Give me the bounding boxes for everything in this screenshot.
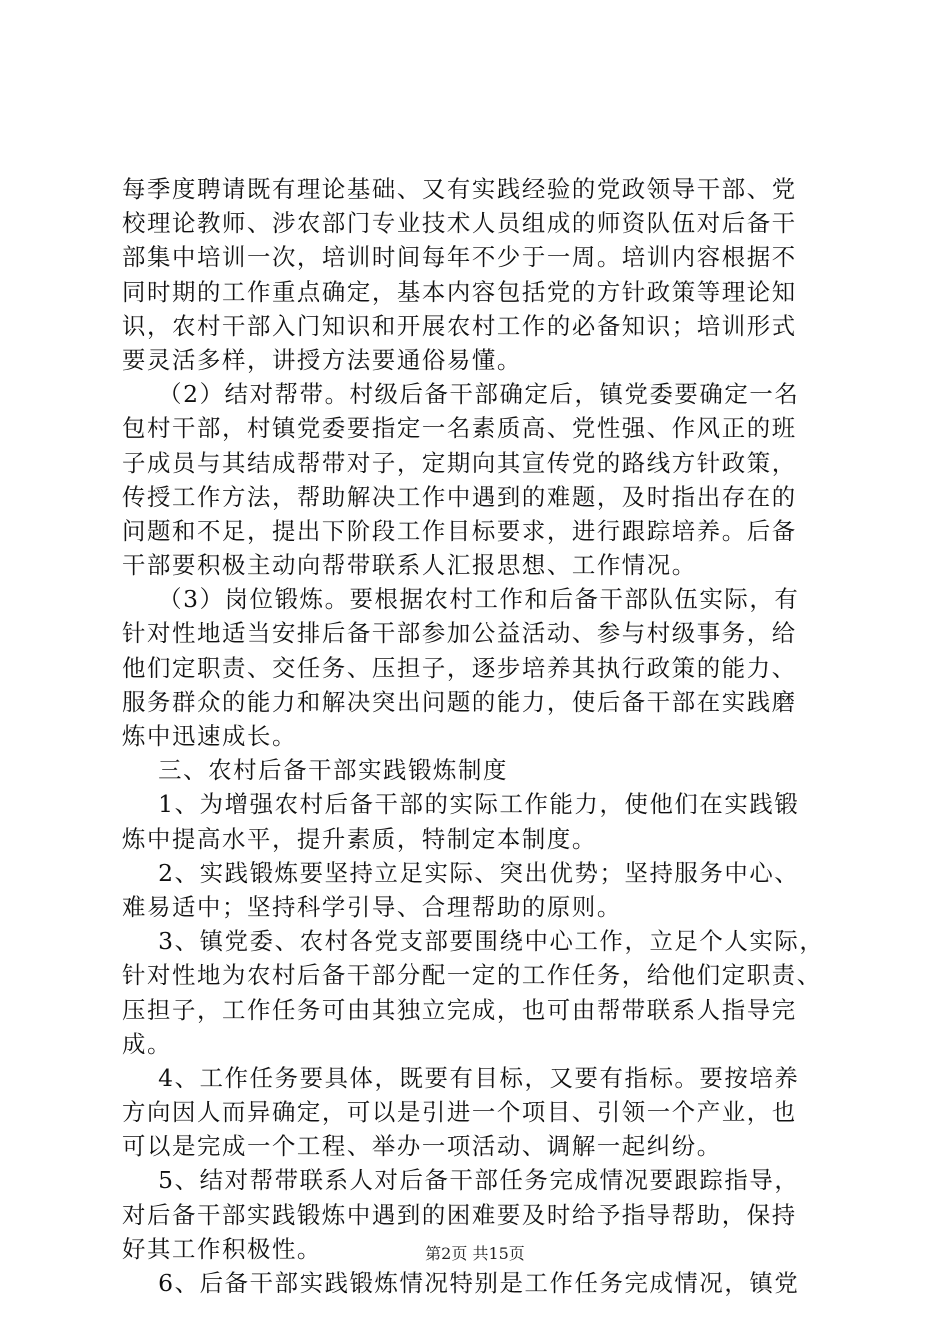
text-line: 可以是完成一个工程、举办一项活动、调解一起纠纷。 bbox=[122, 1132, 722, 1161]
text-line: 5、结对帮带联系人对后备干部任务完成情况要跟踪指导， bbox=[122, 1166, 800, 1195]
text-line: 干部要积极主动向帮带联系人汇报思想、工作情况。 bbox=[122, 551, 697, 580]
text-line: 好其工作积极性。 bbox=[122, 1234, 322, 1263]
text-line: 方向因人而异确定，可以是引进一个项目、引领一个产业，也 bbox=[122, 1098, 797, 1127]
text-line: （2）结对帮带。村级后备干部确定后，镇党委要确定一名 bbox=[122, 380, 800, 409]
text-line: 同时期的工作重点确定，基本内容包括党的方针政策等理论知 bbox=[122, 277, 797, 306]
text-line: 炼中提高水平，提升素质，特制定本制度。 bbox=[122, 824, 597, 853]
text-line: 部集中培训一次，培训时间每年不少于一周。培训内容根据不 bbox=[122, 243, 797, 272]
text-line: 每季度聘请既有理论基础、又有实践经验的党政领导干部、党 bbox=[122, 175, 797, 203]
text-line: 子成员与其结成帮带对子，定期向其宣传党的路线方针政策， bbox=[122, 448, 797, 477]
text-line: 要灵活多样，讲授方法要通俗易懂。 bbox=[122, 345, 522, 374]
text-line: 对后备干部实践锻炼中遇到的困难要及时给予指导帮助，保持 bbox=[122, 1200, 797, 1229]
text-line: 6、后备干部实践锻炼情况特别是工作任务完成情况，镇党 bbox=[122, 1269, 800, 1297]
text-line: 问题和不足，提出下阶段工作目标要求，进行跟踪培养。后备 bbox=[122, 516, 797, 545]
text-line: 针对性地为农村后备干部分配一定的工作任务，给他们定职责、 bbox=[122, 961, 822, 990]
text-line: （3）岗位锻炼。要根据农村工作和后备干部队伍实际，有 bbox=[122, 585, 800, 614]
body-text bbox=[122, 172, 832, 1300]
text-line: 校理论教师、涉农部门专业技术人员组成的师资队伍对后备干 bbox=[122, 209, 797, 238]
section-heading: 三、农村后备干部实践锻炼制度 bbox=[122, 756, 509, 785]
text-line: 3、镇党委、农村各党支部要围绕中心工作，立足个人实际， bbox=[122, 927, 825, 956]
text-line: 炼中迅速成长。 bbox=[122, 722, 297, 750]
text-line: 识，农村干部入门知识和开展农村工作的必备知识；培训形式 bbox=[122, 311, 797, 340]
text-line: 难易适中；坚持科学引导、合理帮助的原则。 bbox=[122, 892, 622, 921]
text-line: 服务群众的能力和解决突出问题的能力，使后备干部在实践磨 bbox=[122, 687, 797, 716]
text-line: 针对性地适当安排后备干部参加公益活动、参与村级事务，给 bbox=[122, 619, 797, 648]
text-line: 1、为增强农村后备干部的实际工作能力，使他们在实践锻 bbox=[122, 790, 800, 819]
page-footer: 第2页 共15页 bbox=[425, 1244, 525, 1263]
text-line: 成。 bbox=[122, 1029, 172, 1058]
text-line: 2、实践锻炼要坚持立足实际、突出优势；坚持服务中心、 bbox=[122, 858, 800, 887]
text-line: 4、工作任务要具体，既要有目标，又要有指标。要按培养 bbox=[122, 1063, 800, 1092]
text-line: 压担子，工作任务可由其独立完成，也可由帮带联系人指导完 bbox=[122, 995, 797, 1024]
text-line: 他们定职责、交任务、压担子，逐步培养其执行政策的能力、 bbox=[122, 653, 797, 682]
text-line: 传授工作方法，帮助解决工作中遇到的难题，及时指出存在的 bbox=[122, 482, 797, 511]
text-line: 包村干部，村镇党委要指定一名素质高、党性强、作风正的班 bbox=[122, 414, 797, 443]
